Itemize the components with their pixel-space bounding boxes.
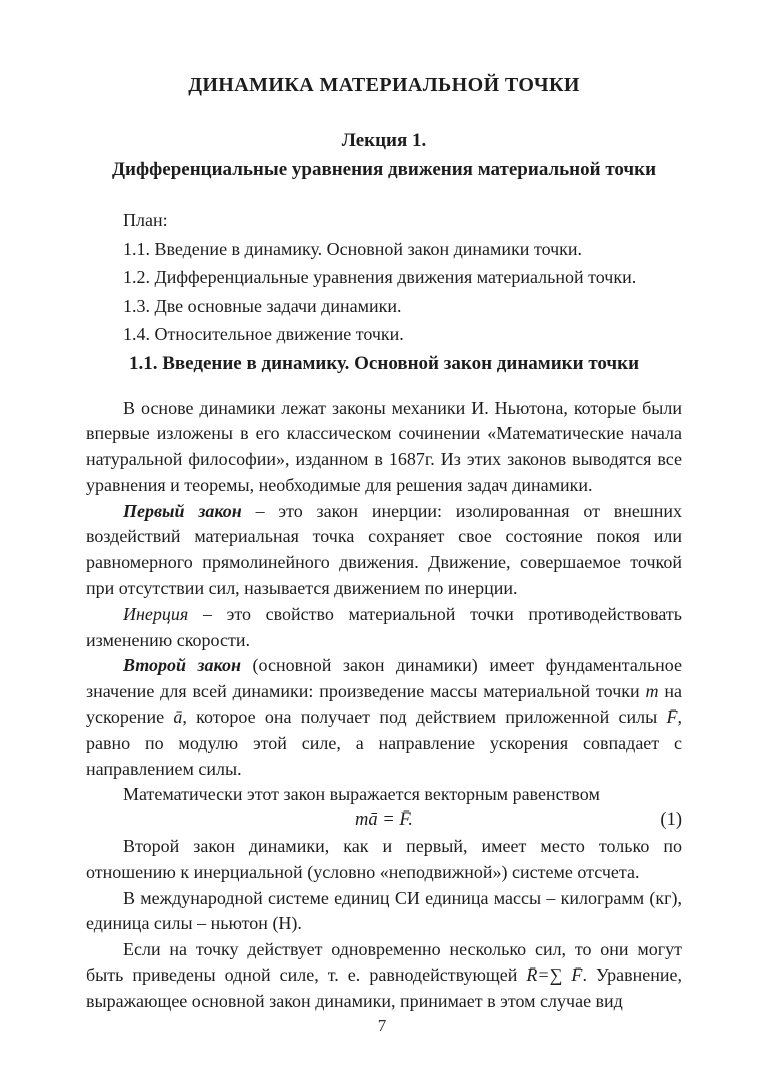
lecture-subtitle: Дифференциальные уравнения движения материальной точки	[111, 159, 657, 180]
text-run: Если на точку действует одновременно несколько сил, то они могут быть приведены одной силе, т. е. равнодействующей	[86, 939, 682, 986]
paragraph-si-units	[86, 886, 682, 938]
text-run: . Уравнение, выражающее основной закон динамики, принимает в этом случае вид	[86, 965, 683, 1011]
term-inertia: Инерция	[123, 603, 189, 624]
equation-number: (1)	[660, 810, 682, 831]
page-title: ДИНАМИКА МАТЕРИАЛЬНОЙ ТОЧКИ	[188, 74, 580, 96]
resultant-formula: R̄=∑ F̄	[526, 965, 583, 986]
plan-item-2: 1.2. Дифференциальные уравнения движения материальной точки.	[123, 267, 637, 287]
plan-item-4: 1.4. Относительное движение точки.	[123, 324, 404, 344]
paragraph-inertia	[86, 602, 682, 654]
symbol-force: F̄	[666, 707, 678, 728]
paragraph-resultant-force	[86, 937, 682, 1014]
plan-section	[86, 206, 682, 349]
lecture-heading: Лекция 1.	[341, 130, 427, 151]
term-first-law: Первый закон	[123, 500, 242, 521]
text-run: (основной закон динамики) имеет фундаментальное значение для всей динамики: произведение массы материальной точки	[86, 655, 683, 702]
paragraph-second-law	[86, 653, 682, 782]
symbol-mass: m	[645, 681, 659, 702]
text-run: – это закон инерции: изолированная от внешних воздействий материальная точка сохраняет свое состояние покоя или равномерного прямолинейного движения. Движение, совершаемое точкой при отсутствии сил, называется движением по инерции.	[86, 500, 682, 599]
text-run: Математически этот закон выражается векторным равенством	[123, 784, 600, 805]
symbol-acceleration: ā	[173, 707, 183, 728]
term-second-law: Второй закон	[123, 655, 241, 676]
text-run: , которое она получает под действием приложенной силы	[182, 707, 667, 728]
paragraph-newton-laws	[86, 396, 682, 499]
text-run: , равно по модулю этой силе, а направление ускорения совпадает с направлением силы.	[86, 707, 682, 779]
text-run: на ускорение	[86, 681, 682, 728]
paragraph-inertial-frame	[86, 834, 682, 886]
plan-item-3: 1.3. Две основные задачи динамики.	[123, 295, 402, 316]
paragraph-first-law	[86, 499, 682, 602]
paragraph-math-statement	[86, 782, 682, 808]
body-text	[86, 396, 682, 1015]
equation-1	[86, 808, 682, 834]
text-run: Второй закон динамики, как и первый, имеет место только по отношению к инерциальной (условно «неподвижной») системе отсчета.	[86, 836, 682, 882]
text-run: В основе динамики лежат законы механики И. Ньютона, которые были впервые изложены в его классическом сочинении «Математические начала натуральной философии», изданном в 1687г. Из этих законов выводятся все уравнения и теоремы, необходимые для решения задач динамики.	[86, 397, 682, 495]
equation-formula: mā = F̄.	[355, 810, 413, 831]
plan-label: План:	[123, 210, 168, 230]
text-run: В международной системе единиц СИ единица массы – килограмм (кг), единица силы – ньютон (Н).	[86, 887, 682, 934]
plan-item-1: 1.1. Введение в динамику. Основной закон динамики точки.	[123, 238, 583, 259]
text-run: – это свойство материальной точки противодействовать изменению скорости.	[86, 603, 682, 650]
page-number: 7	[377, 1016, 387, 1035]
section-heading: 1.1. Введение в динамику. Основной закон динамики точки	[128, 352, 640, 374]
